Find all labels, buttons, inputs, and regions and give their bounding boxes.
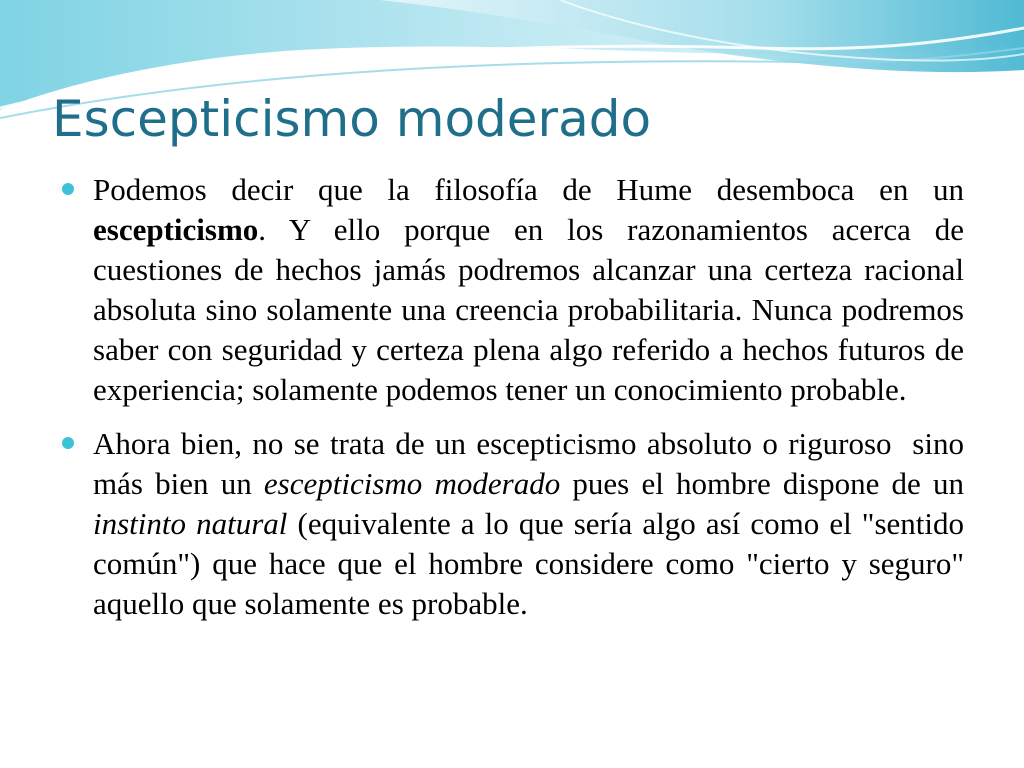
slide-title: Escepticismo moderado	[52, 90, 652, 148]
bullet-text	[93, 424, 972, 624]
text-run-bold: escepticismo	[93, 212, 259, 247]
bullet-item	[60, 424, 972, 624]
bullet-list	[60, 170, 972, 638]
text-run: Ahora bien, no se trata de un escepticismo absoluto o riguroso sino más bien un	[93, 426, 972, 501]
bullet-dot-icon	[62, 183, 74, 195]
text-run: (equivalente a lo que sería algo así como el "sentido común") que hace que el hombre considere como "cierto y seguro" aquello que solamente es probable.	[93, 506, 964, 621]
bullet-text	[93, 170, 964, 410]
text-run-italic: escepticismo moderado	[263, 466, 561, 501]
text-run: . Y ello porque en los razonamientos acerca de cuestiones de hechos jamás podremos alcanzar una certeza racional absoluta sino solamente una creencia probabilitaria. Nunca podremos saber con seguridad y certeza plena algo referido a hechos futuros de experiencia; solamente podemos tener un conocimiento probable.	[93, 212, 964, 407]
bullet-dot-icon	[62, 437, 74, 449]
text-run-italic: instinto natural	[93, 506, 288, 541]
text-run: Podemos decir que la filosofía de Hume desemboca en un	[93, 172, 964, 207]
text-run: pues el hombre dispone de un	[560, 466, 964, 501]
bullet-item	[60, 170, 964, 410]
